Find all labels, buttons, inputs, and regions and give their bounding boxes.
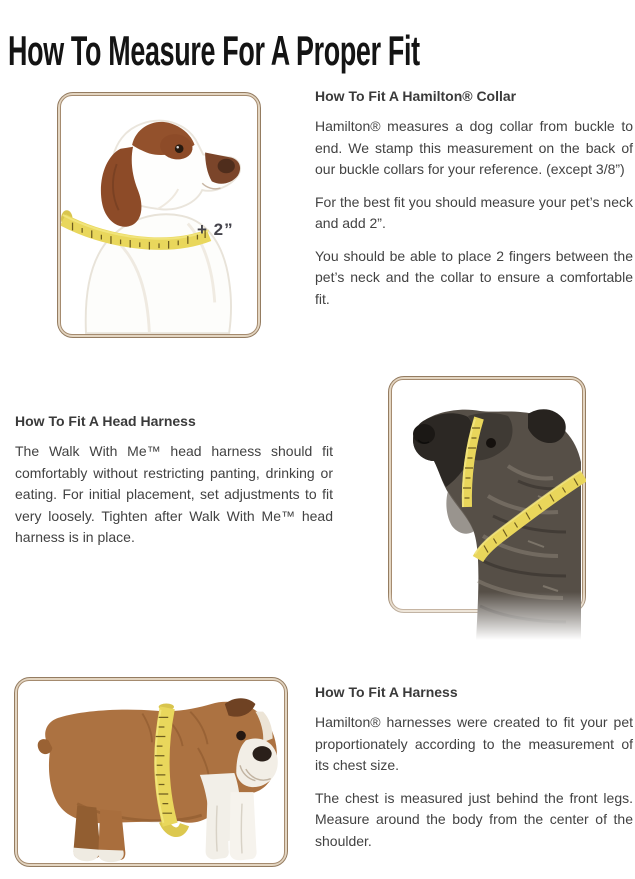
page-title: How To Measure For A Proper Fit bbox=[8, 27, 420, 75]
section-collar-paragraph-1: Hamilton® measures a dog collar from buckle to end. We stamp this measurement on the back of our buckle collars for your reference. (except 3/8”) bbox=[315, 118, 633, 177]
section-collar-paragraph-2: For the best fit you should measure your pet’s neck and add 2”. bbox=[315, 193, 633, 231]
section-harness-text bbox=[315, 684, 633, 852]
section-head-harness-paragraph-1: The Walk With Me™ head harness should fit comfortably without restricting panting, drinking or eating. For initial placement, set adjustments to fit very loosely. Tighten after Walk With Me™ head harness is in place. bbox=[15, 443, 333, 545]
head-harness-dog-photo bbox=[391, 379, 583, 610]
add-two-inches-label: + 2” bbox=[197, 220, 234, 239]
section-collar-paragraph-3: You should be able to place 2 fingers between the pet’s neck and the collar to ensure a comfortable fit. bbox=[315, 247, 633, 307]
photo-frame-harness bbox=[14, 677, 288, 867]
harness-dog-photo bbox=[17, 680, 285, 864]
section-harness-heading: How To Fit A Harness bbox=[315, 684, 458, 700]
section-collar-heading: How To Fit A Hamilton® Collar bbox=[315, 88, 517, 104]
dog-chest-measure-illustration bbox=[18, 681, 284, 863]
section-harness-paragraph-2: The chest is measured just behind the front legs. Measure around the body from the center of the shoulder. bbox=[315, 789, 633, 849]
photo-frame-collar bbox=[57, 92, 261, 338]
section-head-harness-heading: How To Fit A Head Harness bbox=[15, 413, 196, 429]
section-collar-text bbox=[315, 88, 633, 310]
dog-neck-measure-illustration bbox=[61, 96, 257, 334]
photo-frame-head-harness bbox=[388, 376, 586, 613]
section-head-harness-text bbox=[15, 413, 333, 549]
section-harness-paragraph-1: Hamilton® harnesses were created to fit your pet proportionately according to the measurement of its chest size. bbox=[315, 714, 633, 773]
collar-dog-photo bbox=[60, 95, 258, 335]
